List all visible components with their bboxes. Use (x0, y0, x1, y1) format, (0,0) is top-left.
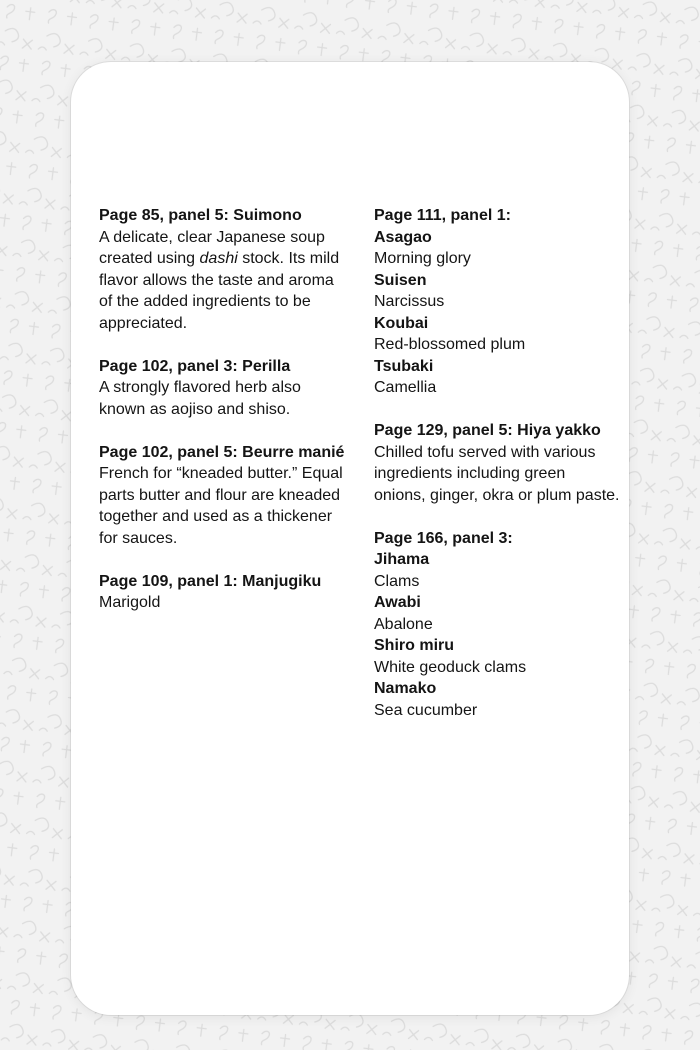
glossary-term: Jihama (374, 551, 430, 568)
glossary-term: Asagao (374, 228, 432, 246)
entry-heading: Page 85, panel 5: Suimono (99, 207, 302, 224)
entry-heading: Page 109, panel 1: Manjugiku (99, 572, 322, 590)
entry-heading: Page 129, panel 5: Hiya yakko (374, 422, 601, 439)
glossary-definition: Camellia (374, 379, 437, 396)
glossary-term: Awabi (374, 594, 421, 611)
right-column (374, 205, 621, 743)
glossary-definition: Abalone (374, 615, 433, 633)
glossary-term: Suisen (374, 271, 427, 289)
glossary-term: Shiro miru (374, 637, 455, 654)
body-text: A delicate, clear Japanese soup created using (99, 228, 325, 267)
glossary-term: Koubai (374, 314, 429, 332)
entry-body (99, 227, 346, 335)
entry-hiya-yakko (374, 420, 621, 506)
body-italic-term: dashi (199, 250, 238, 267)
entry-manjugiku (99, 571, 346, 614)
entry-heading: Page 102, panel 3: Perilla (99, 357, 291, 375)
body-text: stock. Its mild flavor allows the taste and aroma of the added ingredients to be appreciated. (99, 250, 340, 332)
left-column (99, 205, 346, 743)
entry-perilla (99, 356, 346, 421)
entry-heading: Page 166, panel 3: (374, 529, 513, 547)
entry-suimono (99, 205, 346, 334)
glossary-definition: White geoduck clams (374, 658, 527, 676)
glossary-term: Namako (374, 680, 437, 697)
glossary-card (71, 62, 629, 1015)
entry-heading: Page 102, panel 5: Beurre manié (99, 443, 345, 461)
entry-page-166 (374, 528, 621, 722)
entry-body: French for “kneaded butter.” Equal parts butter and flour are kneaded together and used as a thickener for sauces. (99, 465, 343, 547)
glossary-definition: Clams (374, 572, 420, 590)
entry-heading: Page 111, panel 1: (374, 207, 511, 224)
glossary-term: Tsubaki (374, 357, 434, 375)
glossary-definition: Morning glory (374, 250, 471, 267)
entry-body: Chilled tofu served with various ingredients including green onions, ginger, okra or plum paste. (374, 443, 620, 504)
entry-beurre-manie (99, 442, 346, 550)
entry-body: A strongly flavored herb also known as aojiso and shiso. (99, 379, 301, 418)
glossary-content (71, 62, 629, 743)
glossary-definition: Narcissus (374, 293, 445, 310)
glossary-definition: Sea cucumber (374, 701, 478, 719)
entry-page-111 (374, 205, 621, 399)
glossary-definition: Red-blossomed plum (374, 336, 526, 353)
entry-body: Marigold (99, 594, 161, 611)
